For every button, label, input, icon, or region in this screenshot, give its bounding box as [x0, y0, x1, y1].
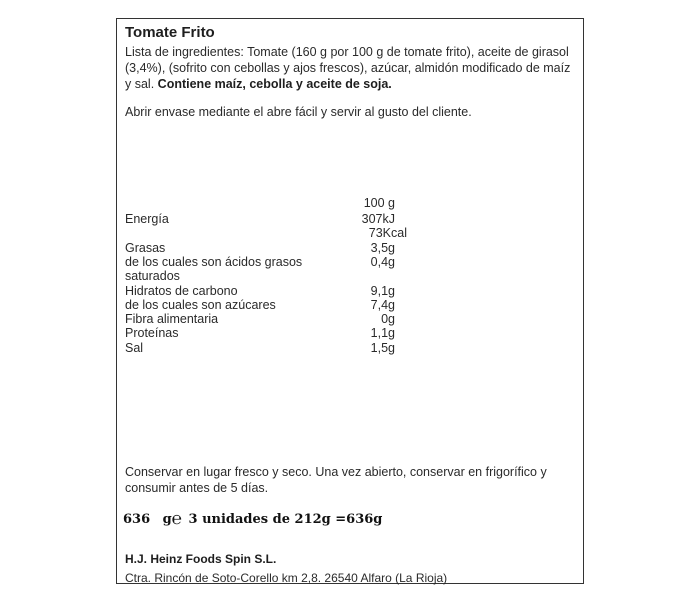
product-label [116, 18, 584, 584]
nutrition-row [117, 284, 585, 298]
nutrition-value: 7,4g [370, 298, 395, 312]
net-weight-unit: g [162, 512, 172, 527]
nutrition-row [117, 255, 585, 269]
nutrition-row [117, 269, 585, 283]
nutrition-header: 100 g [363, 196, 395, 210]
opening-instructions: Abrir envase mediante el abre fácil y servir al gusto del cliente. [125, 105, 472, 119]
nutrition-label: Sal [125, 341, 144, 355]
manufacturer-name: H.J. Heinz Foods Spin S.L. [125, 552, 277, 566]
nutrition-label: saturados [125, 269, 180, 283]
nutrition-row [117, 312, 585, 326]
nutrition-label: Fibra alimentaria [125, 312, 219, 326]
net-weight-detail: 3 unidades de 212g =636g [188, 512, 383, 527]
manufacturer-address: Ctra. Rincón de Soto-Corello km 2,8. 26540 Alfaro (La Rioja) [125, 571, 448, 585]
nutrition-label: de los cuales son azúcares [125, 298, 276, 312]
allergens-text: Contiene maíz, cebolla y aceite de soja. [157, 77, 392, 91]
nutrition-label: de los cuales son ácidos grasos [125, 255, 303, 269]
nutrition-label: Proteínas [125, 326, 179, 340]
nutrition-value: 73Kcal [368, 226, 407, 240]
net-weight-amount: 636 [123, 512, 151, 527]
nutrition-value: 0,4g [370, 255, 395, 269]
nutrition-label: Hidratos de carbono [125, 284, 238, 298]
nutrition-row [117, 212, 585, 226]
net-weight [123, 509, 382, 529]
nutrition-label: Energía [125, 212, 169, 226]
ingredients-list [125, 44, 577, 92]
nutrition-label: Grasas [125, 241, 166, 255]
product-title: Tomate Frito [125, 24, 215, 41]
nutrition-value: 1,5g [370, 341, 395, 355]
ingredients-text: Lista de ingredientes: Tomate (160 g por 100 g de tomate frito), aceite de girasol (3,4%), (sofrito con cebollas y ajos frescos), azúcar, almidón modificado de maíz y sal. [125, 45, 571, 91]
nutrition-value: 1,1g [370, 326, 395, 340]
nutrition-row [117, 298, 585, 312]
nutrition-value: 0g [381, 312, 395, 326]
nutrition-value: 9,1g [370, 284, 395, 298]
nutrition-row [117, 226, 585, 240]
nutrition-row [117, 241, 585, 255]
estimated-sign-icon: ℮ [171, 509, 182, 529]
storage-instructions: Conservar en lugar fresco y seco. Una vez abierto, conservar en frigorífico y consumir antes de 5 días. [125, 465, 547, 495]
nutrition-row [117, 341, 585, 355]
nutrition-value: 3,5g [370, 241, 395, 255]
nutrition-row [117, 326, 585, 340]
nutrition-value: 307kJ [361, 212, 395, 226]
